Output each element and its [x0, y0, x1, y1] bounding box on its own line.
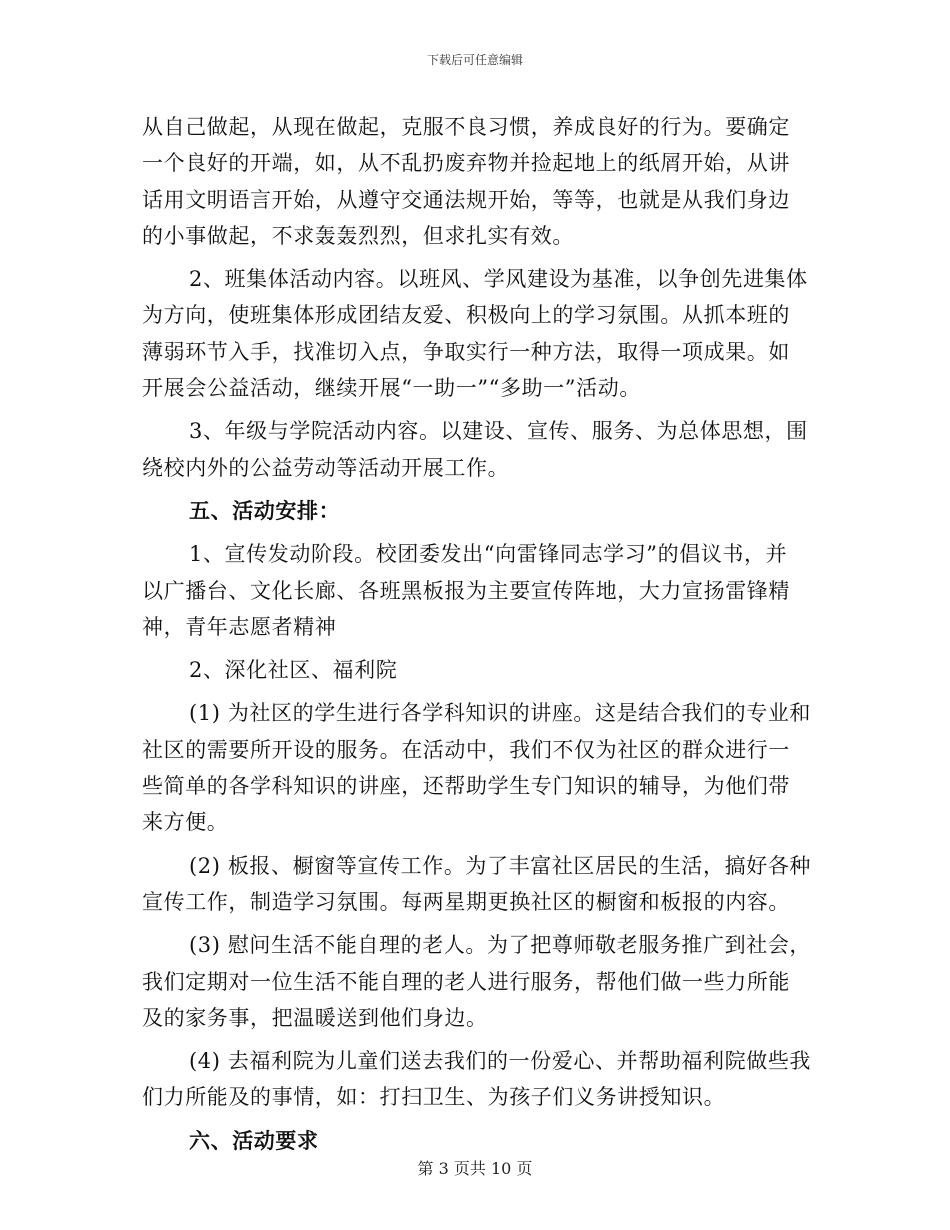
- text-line: 一个良好的开端，如，从不乱扔废弃物并捡起地上的纸屑开始，从讲: [142, 151, 790, 176]
- text-line: 从自己做起，从现在做起，克服不良习惯，养成良好的行为。要确定: [142, 115, 790, 139]
- text-line: 开展会公益活动，继续开展“一助一”“多助一”活动。: [142, 376, 641, 401]
- text-line: 话用文明语言开始，从遵守交通法规开始，等等，也就是从我们身边: [142, 187, 790, 212]
- text-line: (1) 为社区的学生进行各学科知识的讲座。这是结合我们的专业和: [189, 701, 812, 726]
- text-line: (4) 去福利院为儿童们送去我们的一份爱心、并帮助福利院做些我: [189, 1049, 812, 1074]
- text-line: 2、班集体活动内容。以班风、学风建设为基准，以争创先进集体: [189, 267, 808, 292]
- page-number: 第 3 页共 10 页: [417, 1159, 533, 1178]
- text-line: (2) 板报、橱窗等宣传工作。为了丰富社区居民的生活，搞好各种: [189, 853, 812, 878]
- text-line: 2、深化社区、福利院: [189, 658, 398, 683]
- text-line: 薄弱环节入手，找准切入点，争取实行一种方法，取得一项成果。如: [142, 339, 790, 364]
- document-body: [142, 109, 812, 1159]
- page-header: 下载后可任意编辑: [426, 53, 523, 67]
- text-line: 神，青年志愿者精神: [142, 614, 337, 639]
- text-line: 我们定期对一位生活不能自理的老人进行服务，帮他们做一些力所能: [142, 969, 790, 994]
- text-line: 以广播台、文化长廊、各班黑板报为主要宣传阵地，大力宣扬雷锋精: [142, 578, 790, 603]
- text-line: 们力所能及的事情，如：打扫卫生、为孩子们义务讲授知识。: [142, 1085, 726, 1110]
- text-line: 1、宣传发动阶段。校团委发出“向雷锋同志学习”的倡议书，并: [189, 542, 788, 567]
- text-line: 绕校内外的公益劳动等活动开展工作。: [142, 455, 510, 480]
- text-line: 的小事做起，不求轰轰烈烈，但求扎实有效。: [142, 223, 574, 248]
- section-heading: 六、活动要求: [189, 1127, 319, 1153]
- text-line: 社区的需要所开设的服务。在活动中，我们不仅为社区的群众进行一: [142, 737, 790, 762]
- text-line: 些简单的各学科知识的讲座，还帮助学生专门知识的辅导，为他们带: [142, 774, 790, 799]
- text-line: 来方便。: [142, 810, 229, 835]
- section-heading: 五、活动安排：: [189, 497, 341, 523]
- text-line: 宣传工作，制造学习氛围。每两星期更换社区的橱窗和板报的内容。: [142, 889, 790, 914]
- text-line: 及的家务事，把温暖送到他们身边。: [142, 1005, 488, 1030]
- text-line: (3) 慰问生活不能自理的老人。为了把尊师敬老服务推广到社会，: [189, 933, 812, 958]
- text-line: 为方向，使班集体形成团结友爱、积极向上的学习氛围。从抓本班的: [142, 303, 790, 328]
- text-line: 3、年级与学院活动内容。以建设、宣传、服务、为总体思想，围: [189, 419, 808, 444]
